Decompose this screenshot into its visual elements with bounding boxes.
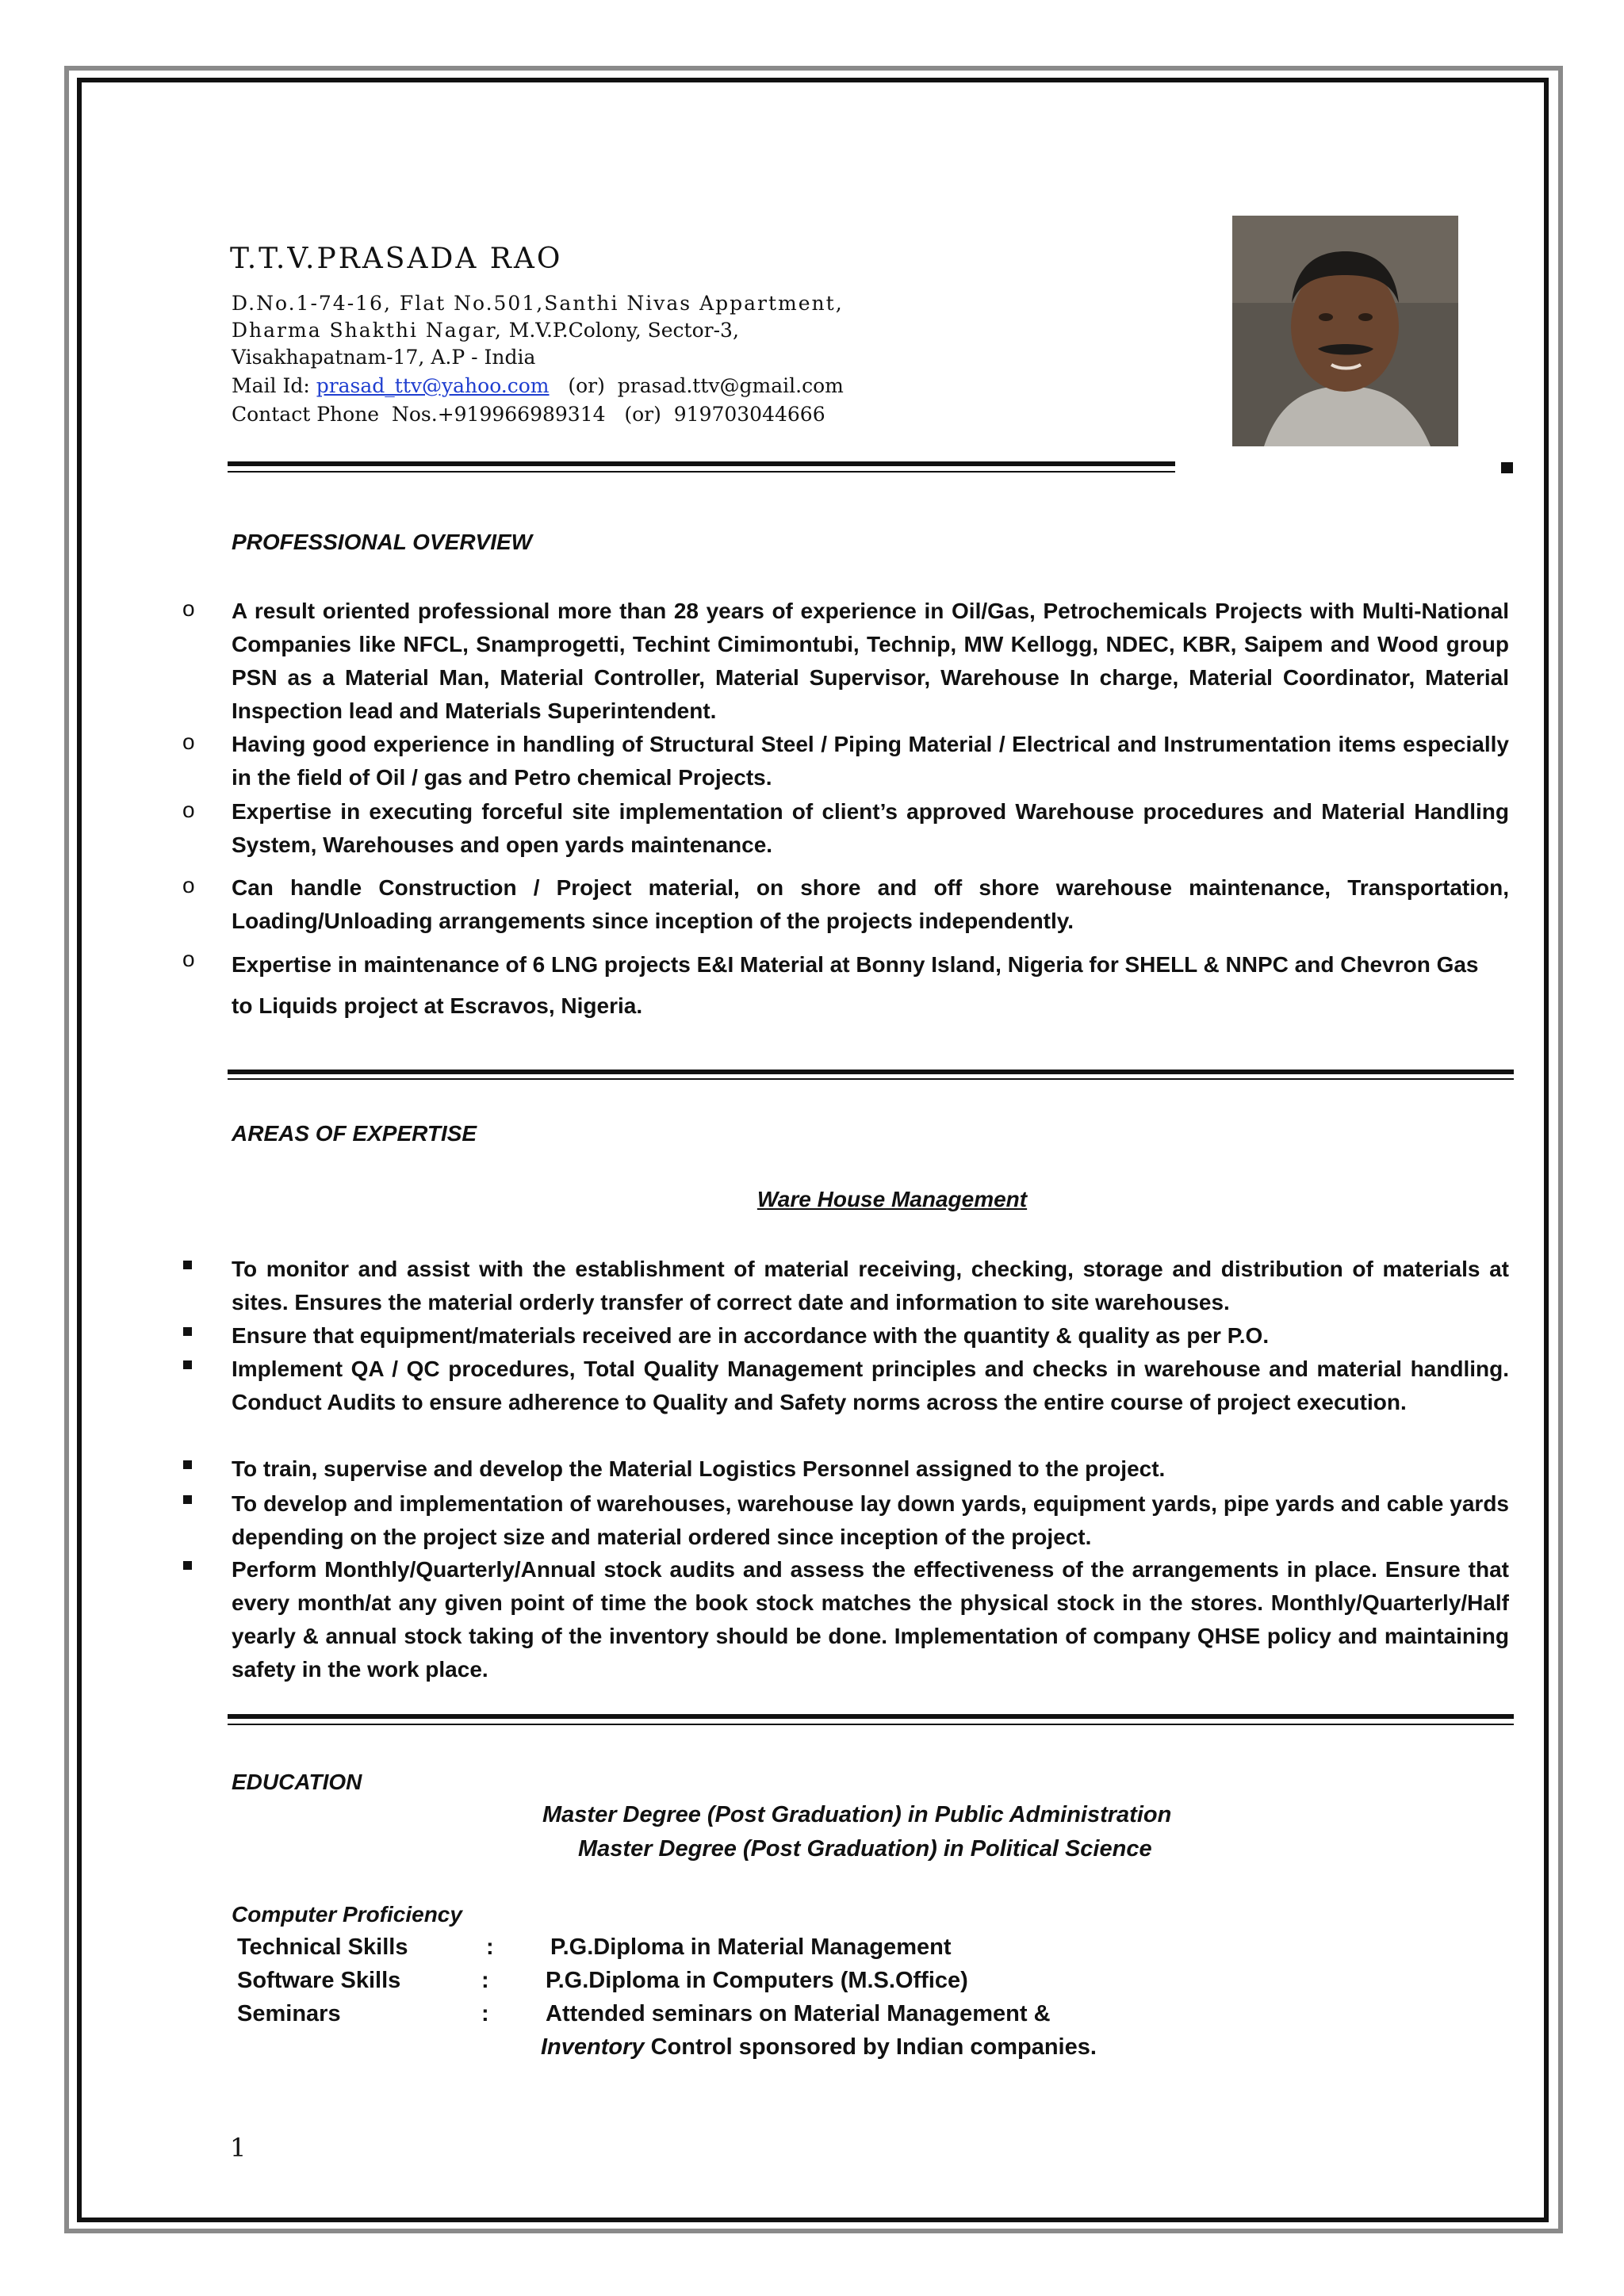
- expertise-item-5: To develop and implementation of warehouses, warehouse lay down yards, equipment yards, pipe yards and cable yards depending on the project size and material ordered since inception of the project.: [232, 1491, 1509, 1549]
- expertise-bullet-4: [183, 1460, 192, 1469]
- overview-bullet-3: o: [182, 798, 195, 822]
- mail-line: [232, 372, 844, 400]
- skills-row-1-value: P.G.Diploma in Material Management: [550, 1934, 952, 1960]
- overview-bullet-2: o: [182, 729, 195, 754]
- overview-item-1: A result oriented professional more than 28 years of experience in Oil/Gas, Petrochemicals Projects with Multi-National Companies like NFCL, Snamprogetti, Techint Cimimontubi, Technip, MW Kellogg, NDEC, KBR, Saipem and Wood group PSN as a Material Man, Material Controller, Material Supervisor, Warehouse In charge, Material Coordinator, Material Inspection lead and Materials Superintendent.: [232, 599, 1509, 723]
- expertise-rule-thin: [228, 1724, 1514, 1725]
- skills-row-1-label: Technical Skills: [237, 1934, 408, 1960]
- mail-primary-link[interactable]: prasad_ttv@yahoo.com: [316, 374, 550, 397]
- expertise-bullet-5: [183, 1495, 192, 1504]
- skills-row-2-label: Software Skills: [237, 1968, 401, 1993]
- expertise-bullet-2: [183, 1327, 192, 1336]
- skills-row-3-value: Attended seminars on Material Management &: [546, 2001, 1051, 2026]
- skills-row-2-value: P.G.Diploma in Computers (M.S.Office): [546, 1968, 968, 1993]
- address-line-3: Visakhapatnam-17, A.P - India: [232, 346, 536, 369]
- expertise-bullet-1: [183, 1261, 192, 1269]
- mail-secondary: prasad.ttv@gmail.com: [617, 374, 844, 397]
- overview-item-4: Can handle Construction / Project material, on shore and off shore warehouse maintenance, Transportation, Loading/Unloading arrangements since inception of the projects independently.: [232, 875, 1509, 933]
- overview-rule-thin: [228, 1078, 1514, 1080]
- expertise-item-1: To monitor and assist with the establishment of material receiving, checking, storage and distribution of materials at sites. Ensures the material orderly transfer of correct date and information to site warehouses.: [232, 1257, 1509, 1314]
- seminar-cont-rest: Control sponsored by Indian companies.: [644, 2034, 1097, 2060]
- overview-bullet-4: o: [182, 873, 195, 897]
- education-degree-1: Master Degree (Post Graduation) in Public Administration: [542, 1802, 1172, 1827]
- overview-bullet-1: o: [182, 596, 195, 621]
- seminar-cont-italic: Inventory: [541, 2034, 645, 2060]
- areas-of-expertise-title: AREAS OF EXPERTISE: [232, 1121, 477, 1146]
- overview-item-5: Expertise in maintenance of 6 LNG projects E&I Material at Bonny Island, Nigeria for SHELL & NNPC and Chevron Gas to Liquids project at Escravos, Nigeria.: [232, 952, 1479, 1018]
- expertise-item-4: To train, supervise and develop the Material Logistics Personnel assigned to the project.: [232, 1456, 1166, 1481]
- professional-overview-title: PROFESSIONAL OVERVIEW: [232, 530, 533, 554]
- expertise-bullet-3: [183, 1360, 192, 1369]
- candidate-name: T.T.V.PRASADA RAO: [230, 243, 563, 275]
- warehouse-management-subtitle: Ware House Management: [756, 1187, 1028, 1211]
- overview-item-2: Having good experience in handling of Structural Steel / Piping Material / Electrical and Instrumentation items especially in the field of Oil / gas and Petro chemical Projects.: [232, 732, 1509, 790]
- seminar-continuation: [541, 2034, 1097, 2061]
- header-rule-thin: [228, 471, 1175, 473]
- expertise-rule-thick: [228, 1714, 1514, 1719]
- profile-photo: [1232, 216, 1458, 446]
- overview-rule-thick: [228, 1070, 1514, 1074]
- expertise-bullet-6: [183, 1561, 192, 1570]
- address-line-2-rest: M.V.P.Colony, Sector-3,: [502, 319, 739, 342]
- skills-row-3-label: Seminars: [237, 2001, 341, 2026]
- profile-photo-illustration: [1232, 216, 1458, 446]
- education-degree-2: Master Degree (Post Graduation) in Political Science: [578, 1836, 1152, 1862]
- expertise-item-6: Perform Monthly/Quarterly/Annual stock audits and assess the effectiveness of the arrangements in place. Ensure that every month/at any given point of time the book stock matches the physical stock in the stores. Monthly/Quarterly/Half yearly & annual stock taking of the inventory should be done. Implementation of company QHSE policy and maintaining safety in the work place.: [232, 1557, 1509, 1682]
- skills-row-2-colon: :: [481, 1968, 489, 1993]
- address-line-2: [232, 316, 739, 345]
- header-rule-thick: [228, 461, 1175, 466]
- expertise-item-3: Implement QA / QC procedures, Total Quality Management principles and checks in warehouse and material handling. Conduct Audits to ensure adherence to Quality and Safety norms across the entire course of project execution.: [232, 1357, 1509, 1414]
- address-line-1-text: D.No.1-74-16, Flat No.501,Santhi Nivas Appartment,: [232, 292, 844, 315]
- skills-row-1-colon: :: [486, 1934, 494, 1960]
- computer-proficiency-title: Computer Proficiency: [232, 1902, 462, 1927]
- overview-item-3: Expertise in executing forceful site implementation of client’s approved Warehouse procedures and Material Handling System, Warehouses and open yards maintenance.: [232, 799, 1509, 857]
- education-title: EDUCATION: [232, 1770, 362, 1794]
- address-line-2-spaced: Dharma Shakthi Nagar,: [232, 319, 503, 342]
- mail-label: Mail Id:: [232, 374, 316, 397]
- header-rule-end-mark: [1501, 462, 1513, 473]
- address-line-1: [232, 289, 844, 318]
- page-number: 1: [230, 2133, 247, 2163]
- phone-line: Contact Phone Nos.+919966989314 (or) 919703044666: [232, 403, 825, 426]
- skills-row-3-colon: :: [481, 2001, 489, 2026]
- overview-bullet-5: o: [182, 947, 195, 971]
- expertise-item-2: Ensure that equipment/materials received are in accordance with the quantity & quality as per P.O.: [232, 1323, 1270, 1348]
- mail-or: (or): [549, 374, 618, 397]
